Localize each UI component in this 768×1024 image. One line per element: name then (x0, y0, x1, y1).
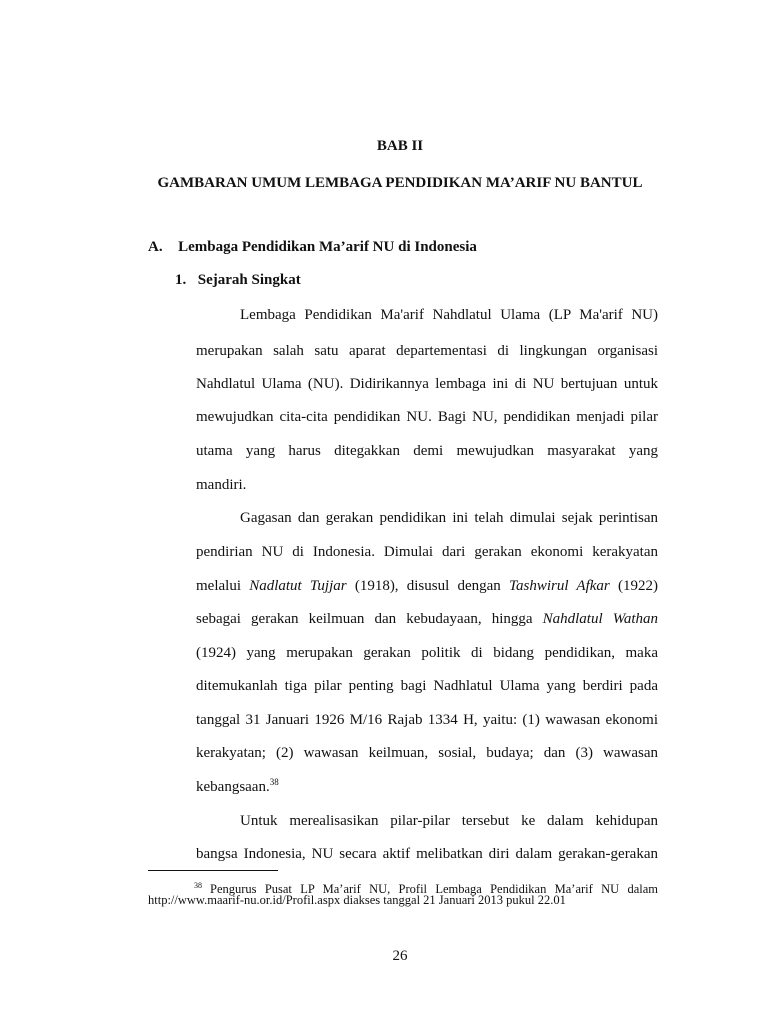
chapter-title: GAMBARAN UMUM LEMBAGA PENDIDIKAN MA’ARIF NU BANTUL (157, 175, 643, 191)
italic-term: Nadlatut Tujjar (249, 578, 347, 594)
footnote-url-text: http://www.maarif-nu.or.id/Profil.aspx diakses tanggal 21 Januari 2013 pukul 22.01 (148, 893, 566, 907)
subsection-marker: 1. (175, 272, 187, 288)
paragraph1-line: mandiri. (196, 477, 247, 493)
text-run: (1922) (609, 578, 658, 594)
paragraph2-line: Gagasan dan gerakan pendidikan ini telah dimulai sejak perintisan (240, 510, 658, 526)
italic-term: Tashwirul Afkar (509, 578, 610, 594)
footnote-text: Pengurus Pusat LP Ma’arif NU, Profil Lembaga Pendidikan Ma’arif NU dalam (210, 882, 658, 896)
paragraph3-line: bangsa Indonesia, NU secara aktif melibatkan diri dalam gerakan-gerakan (196, 846, 658, 862)
paragraph2-line: kerakyatan; (2) wawasan keilmuan, sosial, budaya; dan (3) wawasan (196, 745, 658, 761)
paragraph2-line: tanggal 31 Januari 1926 M/16 Rajab 1334 H, yaitu: (1) wawasan ekonomi (196, 712, 658, 728)
paragraph1-line: mewujudkan cita-cita pendidikan NU. Bagi NU, pendidikan menjadi pilar (196, 409, 658, 425)
section-heading (148, 239, 477, 256)
paragraph2-line: ditemukanlah tiga pilar penting bagi Nadhlatul Ulama yang berdiri pada (196, 678, 658, 694)
paragraph1-line: Nahdlatul Ulama (NU). Didirikannya lembaga ini di NU bertujuan untuk (196, 376, 658, 392)
subsection-heading (175, 272, 301, 289)
paragraph2-line: pendirian NU di Indonesia. Dimulai dari gerakan ekonomi kerakyatan (196, 544, 658, 560)
paragraph1-line: merupakan salah satu aparat departementasi di lingkungan organisasi (196, 343, 658, 359)
text-run: melalui (196, 578, 250, 594)
paragraph1-line: Lembaga Pendidikan Ma'arif Nahdlatul Ulama (LP Ma'arif NU) (240, 307, 658, 323)
paragraph3-line: Untuk merealisasikan pilar-pilar tersebut ke dalam kehidupan (240, 813, 658, 829)
paragraph1-line: utama yang harus ditegakkan demi mewujudkan masyarakat yang (196, 443, 658, 459)
paragraph2-line: (1924) yang merupakan gerakan politik di bidang pendidikan, maka (196, 645, 658, 661)
text-run: kebangsaan. (196, 779, 270, 795)
footnote-reference[interactable]: 38 (269, 777, 279, 787)
italic-term: Nahdlatul Wathan (542, 611, 658, 627)
chapter-label: BAB II (376, 138, 424, 154)
section-title: Lembaga Pendidikan Ma’arif NU di Indonesia (178, 239, 477, 255)
paragraph2-line (196, 610, 658, 628)
subsection-title: Sejarah Singkat (197, 272, 301, 288)
footnote-line (148, 893, 566, 908)
section-marker: A. (148, 239, 163, 255)
paragraph2-line (196, 778, 658, 796)
page-number: 26 (392, 948, 408, 964)
paragraph2-line (196, 577, 658, 595)
text-run: (1918), disusul dengan (346, 578, 510, 594)
footnote-separator (148, 870, 278, 871)
footnote-number: 38 (194, 881, 202, 890)
text-run: sebagai gerakan keilmuan dan kebudayaan, hingga (196, 611, 543, 627)
